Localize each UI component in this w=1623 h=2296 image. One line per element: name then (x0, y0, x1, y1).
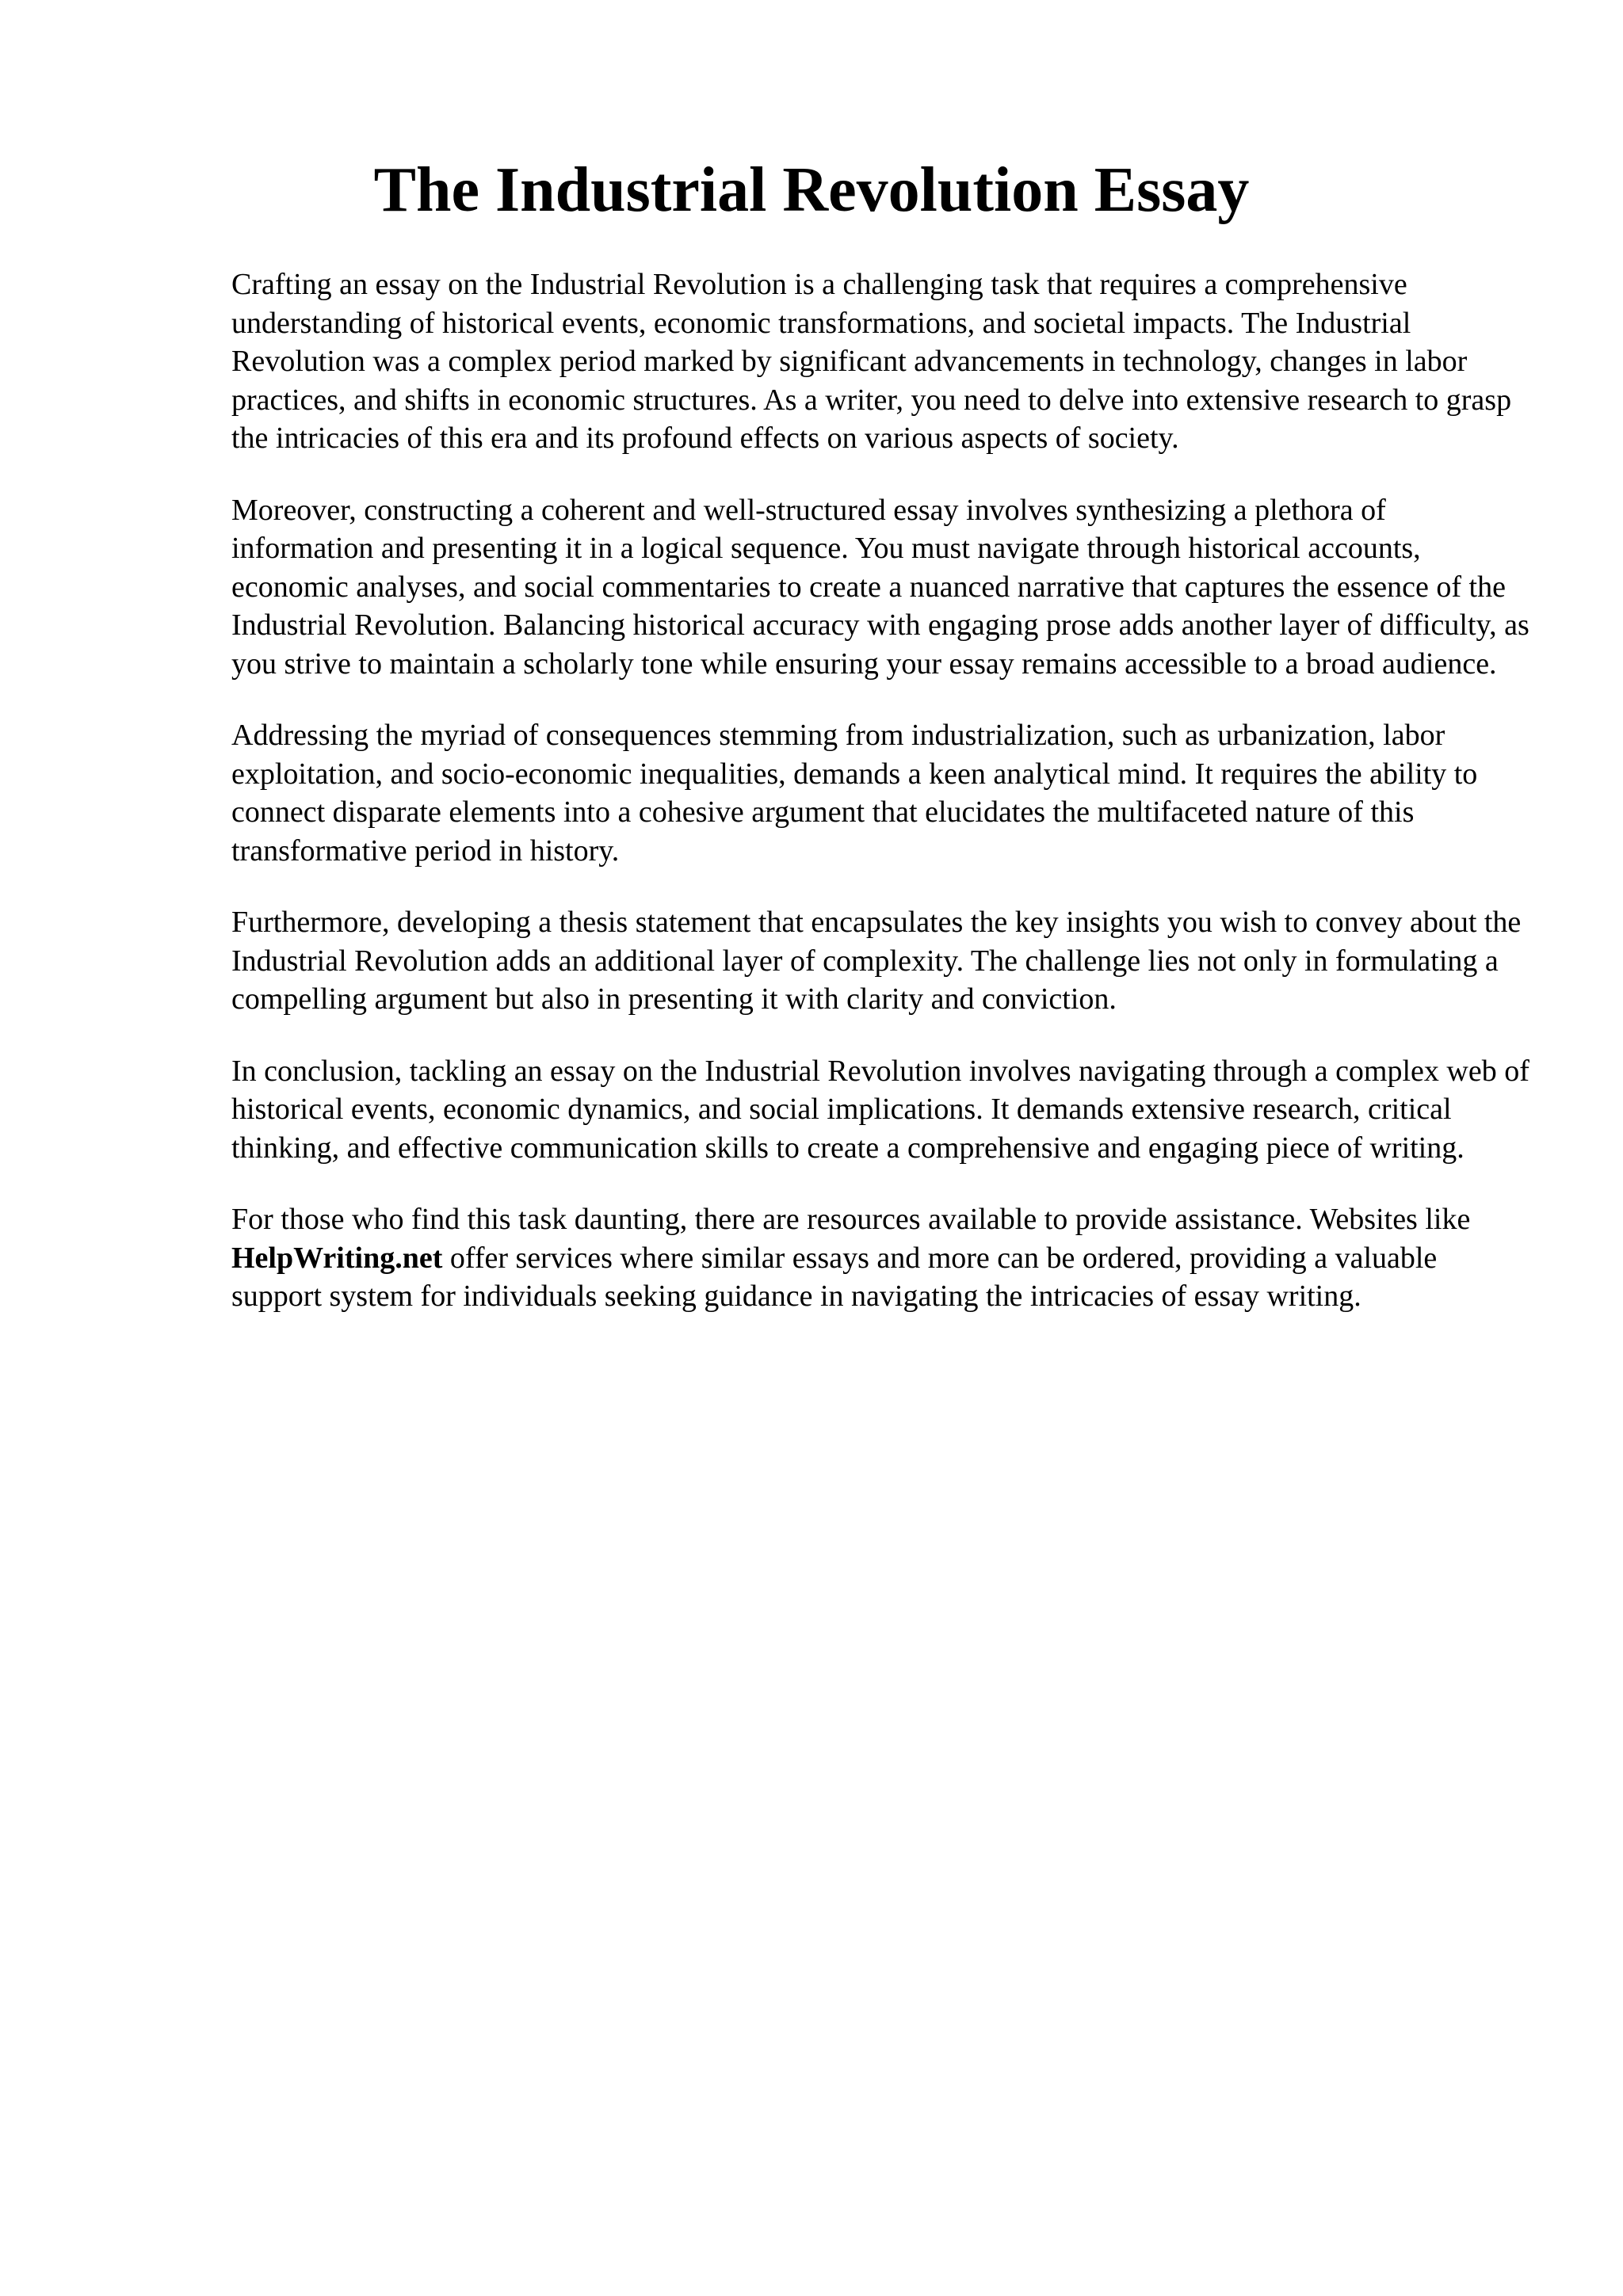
document-body (231, 265, 1531, 1349)
paragraph-thesis: Furthermore, developing a thesis statement that encapsulates the key insights you wish to convey about the Industrial Revolution adds an additional layer of complexity. The challenge lies not only in formulating a compelling argument but also in presenting it with clarity and conviction. (231, 906, 1522, 1016)
document-title: The Industrial Revolution Essay (373, 155, 1250, 225)
paragraph-structure: Moreover, constructing a coherent and well-structured essay involves synthesizing a plethora of information and presenting it in a logical sequence. You must navigate through historical accounts, economic analyses, and social commentaries to create a nuanced narrative that captures the essence of the Industrial Revolution. Balancing historical accuracy with engaging prose adds another layer of difficulty, as you strive to maintain a scholarly tone while ensuring your essay remains accessible to a broad audience. (231, 493, 1529, 681)
paragraph-intro: Crafting an essay on the Industrial Revolution is a challenging task that requires a comprehensive understanding of historical events, economic transformations, and societal impacts. The Industrial Revolution was a complex period marked by significant advancements in technology, changes in labor practices, and shifts in economic structures. As a writer, you need to delve into extensive research to grasp the intricacies of this era and its profound effects on various aspects of society. (231, 268, 1512, 455)
helpwriting-link-text: HelpWriting.net (231, 1241, 443, 1275)
resources-text-before: For those who find this task daunting, there are resources available to provide assistance. Websites like (231, 1203, 1471, 1236)
paragraph-resources (231, 1200, 1531, 1316)
paragraph-conclusion: In conclusion, tackling an essay on the Industrial Revolution involves navigating through a complex web of historical events, economic dynamics, and social implications. It demands extensive research, critical thinking, and effective communication skills to create a comprehensive and engaging piece of writing. (231, 1054, 1529, 1165)
paragraph-consequences: Addressing the myriad of consequences stemming from industrialization, such as urbanization, labor exploitation, and socio-economic inequalities, demands a keen analytical mind. It requires the ability to connect disparate elements into a cohesive argument that elucidates the multifaceted nature of this transformative period in history. (231, 719, 1478, 868)
resources-text-after: offer services where similar essays and more can be ordered, providing a valuable support system for individuals seeking guidance in navigating the intricacies of essay writing. (231, 1241, 1438, 1313)
